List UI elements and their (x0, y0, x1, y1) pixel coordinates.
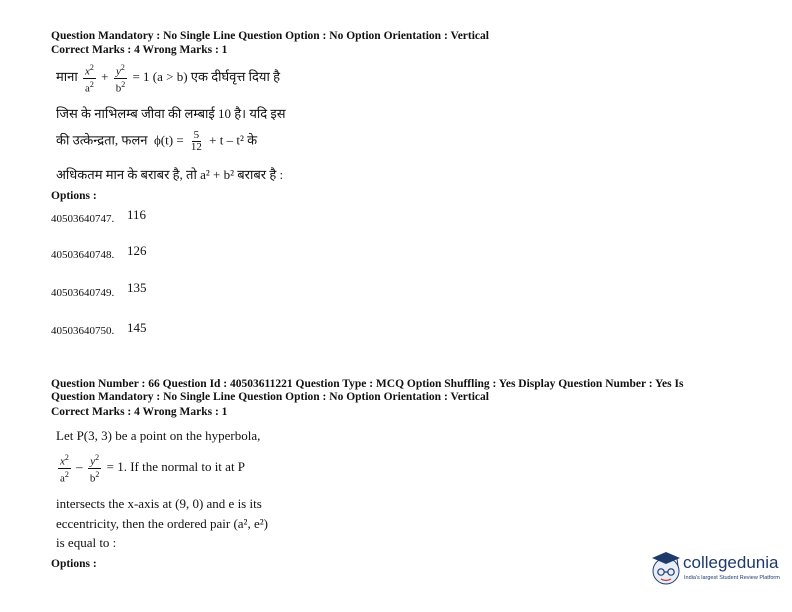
q65-option-3-id: 40503640749. (51, 287, 115, 299)
ellipse-term-x: $\frac{x^2}{a^2}$ (84, 63, 94, 95)
q65-question-line-1: माना $\frac{x^2}{a^2}$ + $\frac{y^2}{b^2}$ = 1 (a > b) एक दीर्घवृत्त दिया है (56, 63, 280, 95)
q65-option-2-id: 40503640748. (51, 249, 115, 261)
q65-question-line-3 (56, 130, 257, 153)
phi-fraction: $\frac{5}{12}$ (190, 129, 202, 153)
q65-line3-suffix: + t – t² के (209, 132, 258, 148)
q65-question-line-2: जिस के नाभिलम्ब जीवा की लम्बाई 10 है। यदि इस (56, 106, 286, 121)
q65-option-3-value[interactable]: 135 (127, 280, 147, 295)
q65-line3-prefix: की उत्केन्द्रता, फलन (56, 132, 148, 148)
hyperbola-term-x: $\frac{x^2}{a^2}$ (60, 453, 69, 485)
q66-line2-suffix: = 1. If the normal to it at P (106, 459, 246, 475)
q65-option-4-id: 40503640750. (51, 325, 115, 337)
q65-line3-phi: ϕ(t) = (153, 132, 184, 148)
q65-line1-suffix: = 1 (a > b) एक दीर्घवृत्त दिया है (132, 69, 280, 85)
q66-options-label: Options : (51, 558, 97, 570)
q65-option-2-value[interactable]: 126 (127, 243, 147, 258)
q65-meta-line-2: Correct Marks : 4 Wrong Marks : 1 (51, 44, 228, 56)
q65-meta-line-1: Question Mandatory : No Single Line Question Option : No Option Orientation : Vertical (51, 30, 489, 42)
logo-wordmark: collegedunia (683, 553, 779, 572)
ellipse-term-y: $\frac{y^2}{b^2}$ (115, 63, 126, 95)
q65-question-line-4: अधिकतम मान के बराबर है, तो a² + b² बराबर है : (56, 167, 284, 182)
q66-meta-line-2: Question Mandatory : No Single Line Question Option : No Option Orientation : Vertical (51, 391, 489, 403)
q66-question-line-1: Let P(3, 3) be a point on the hyperbola, (56, 428, 261, 443)
q66-meta-line-1: Question Number : 66 Question Id : 40503611221 Question Type : MCQ Option Shuffling : Yes Display Question Number : Yes Is (51, 378, 684, 390)
q66-question-line-3: intersects the x-axis at (9, 0) and e is its (56, 496, 262, 511)
q66-question-line-2: $\frac{x^2}{a^2}$ – $\frac{y^2}{b^2}$ = 1. If the normal to it at P (60, 453, 246, 485)
logo-tagline: India's largest Student Review Platform (684, 575, 780, 581)
q66-meta-line-3: Correct Marks : 4 Wrong Marks : 1 (51, 406, 228, 418)
q65-option-4-value[interactable]: 145 (127, 320, 147, 335)
q66-question-line-5: is equal to : (56, 535, 117, 550)
q65-line1-prefix: माना (56, 69, 78, 85)
hyperbola-term-y: $\frac{y^2}{b^2}$ (89, 453, 100, 485)
q65-options-label: Options : (51, 190, 97, 202)
q65-option-1-value[interactable]: 116 (127, 207, 147, 222)
q66-question-line-4: eccentricity, then the ordered pair (a², e²) (56, 516, 268, 531)
q65-option-1-id: 40503640747. (51, 213, 115, 225)
